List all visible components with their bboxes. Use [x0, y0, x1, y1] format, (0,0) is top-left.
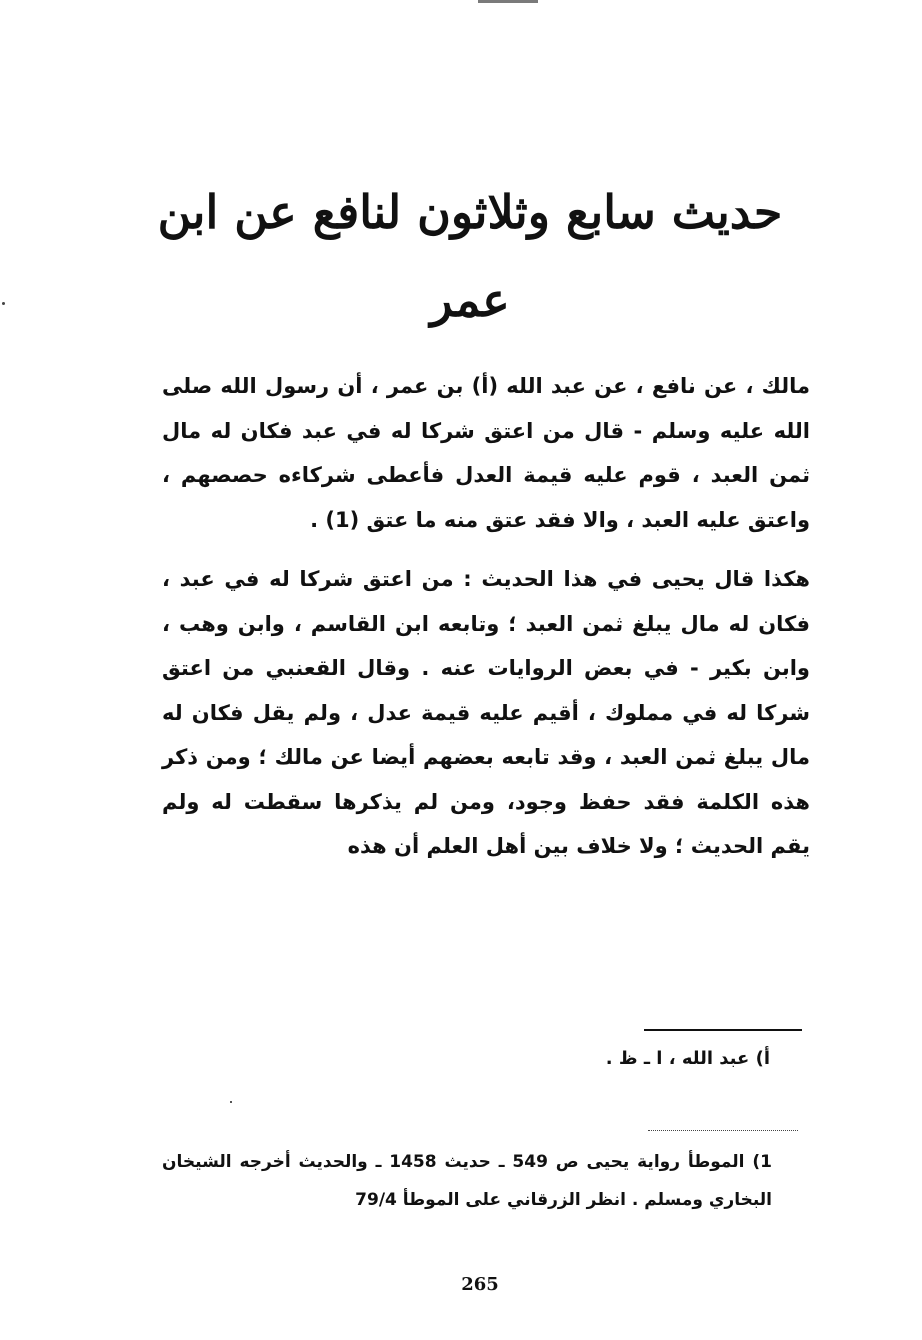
scan-speck: [230, 1101, 232, 1103]
scan-top-mark: [478, 0, 538, 3]
footnote-separator: [644, 1029, 802, 1031]
footnote-1: 1) الموطأ رواية يحيى ص 549 ـ حديث 1458 ـ والحديث أخرجه الشيخان البخاري ومسلم . انظر الزرقاني على الموطأ 79/4: [162, 1152, 772, 1210]
footnote-dotted-separator: [648, 1130, 798, 1131]
hadith-text-paragraph: مالك ، عن نافع ، عن عبد الله (أ) بن عمر ، أن رسول الله صلى الله عليه وسلم - قال من اعتق شركا له في عبد فكان له مال ثمن العبد ، قوم عليه قيمة العدل فأعطى شركاءه حصصهم ، واعتق عليه العبد ، والا فقد عتق منه ما عتق (1) .: [162, 374, 810, 532]
page-number: 265: [461, 1274, 499, 1295]
commentary-paragraph: هكذا قال يحيى في هذا الحديث : من اعتق شركا له في عبد ، فكان له مال يبلغ ثمن العبد ؛ وتابعه ابن القاسم ، وابن وهب ، وابن بكير - في بعض الروايات عنه . وقال القعنبي من اعتق شركا له في مملوك ، أقيم عليه قيمة عدل ، ولم يقل فكان له مال يبلغ ثمن العبد ، وقد تابعه بعضهم أيضا عن مالك ؛ ومن ذكر هذه الكلمة فقد حفظ وجود، ومن لم يذكرها سقطت له ولم يقم الحديث ؛ ولا خلاف بين أهل العلم أن هذه: [162, 567, 810, 858]
footnote-a: أ) عبد الله ، ا ـ ظ .: [605, 1048, 770, 1069]
hadith-title: حديث سابع وثلاثون لنافع عن ابن عمر: [157, 185, 783, 327]
scan-edge-dot: [2, 302, 5, 305]
